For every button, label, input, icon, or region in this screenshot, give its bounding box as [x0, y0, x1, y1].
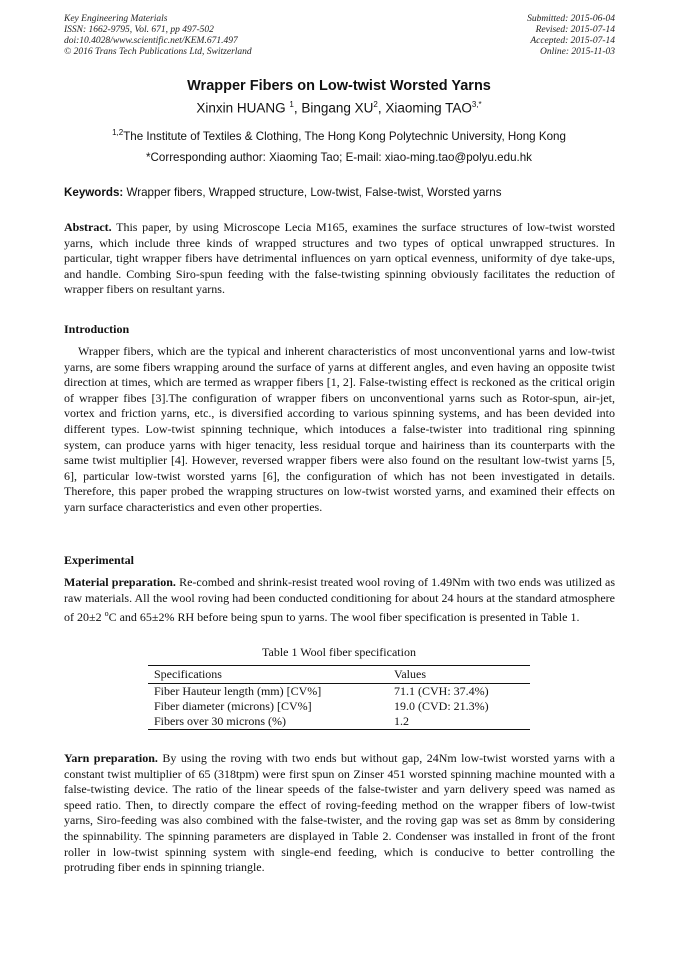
- accepted-date: Accepted: 2015-07-14: [530, 36, 615, 46]
- author-list: [0, 100, 678, 116]
- affiliation-text: The Institute of Textiles & Clothing, The Hong Kong Polytechnic University, Hong Kong: [123, 129, 566, 143]
- introduction-body: Wrapper fibers, which are the typical and inherent characteristics of most unconventional yarns and low-twist yarns, are some fibers wrapping around the surface of yarns at different angles, and even having an opposite twist direction at times, which are termed as wrapper fibers [1, 2]. False-twisting effect is reckoned as the critical origin of wrapper fibes [3].The configuration of wrapper fibers on unconventional yarns such as Rotor-spun, air-jet, vortex and friction yarns, etc., is diversified according to various spinning systems, and has been devided into different types. Low-twist spinning technique, which intoduces a false-twister into traditional ring spinning system, can produce yarns with higer tenacity, less residual torque and hairiness than its counterparts with the same twist multiplier [4]. However, reversed wrapper fibers were also found on the resultant low-twist yarns [5, 6], particular low-twist worsted yarns [6], the configuration of which has not been investigated in details. Therefore, this paper probed the wrapping structures on low-twist worsted yarns, and examined their effects on yarn surface characteristics and even other properties.: [64, 344, 615, 514]
- spec-cell: Fiber diameter (microns) [CV%]: [154, 699, 312, 713]
- abstract-text: This paper, by using Microscope Lecia M165, examines the surface structures of low-twist worsted yarns, which include three kinds of wrapped structures and two types of optical unwrapped structures. In particular, tight wrapper fibers have detrimental influences on yarn optical evenness, uniformity of dye take-ups, and handle. Combing Siro-spun feeding with the false-twisting spinning obviously facilitates the reduction of wrapper fibers on resultant yarns.: [64, 220, 615, 297]
- yarn-text: By using the roving with two ends but without gap, 24Nm low-twist worsted yarns with a constant twist multiplier of 65 (318tpm) were first spun on Zinser 451 worsted spinning machine mounted with a false-twisting device. The ratio of the linear speeds of the false-twister and yarn delivery speed was named as speed ratio. Then, to directly compare the effect of roving-feeding method on the wrapper fibers of low-twist yarns, Siro-feeding was also combined with the false-twister, and the roving gap was set as 8mm by considering the spinnability. The spinning parameters are displayed in Table 2. Condenser was installed in front of the front roller in low-twist spinning system with single-end feeding, which is conducive to better controlling the protruding fiber ends in spinning triangle.: [64, 751, 615, 875]
- introduction-heading: Introduction: [64, 322, 130, 336]
- abstract-label: Abstract.: [64, 220, 112, 234]
- affiliation-mark: 1,2: [112, 128, 124, 137]
- author-affil-mark: 3,*: [471, 100, 482, 109]
- issn-line: ISSN: 1662-9795, Vol. 671, pp 497-502: [64, 25, 214, 35]
- yarn-label: Yarn preparation.: [64, 751, 158, 765]
- corresponding-author: *Corresponding author: Xiaoming Tao; E-mail: xiao-ming.tao@polyu.edu.hk: [146, 151, 532, 164]
- column-header-values: Values: [388, 666, 530, 684]
- submission-dates: [527, 14, 615, 58]
- experimental-heading: Experimental: [64, 553, 134, 567]
- table-row: [148, 714, 530, 730]
- table-row: [148, 699, 530, 714]
- revised-date: Revised: 2015-07-14: [535, 25, 615, 35]
- journal-info: [64, 14, 252, 58]
- spec-cell: Fibers over 30 microns (%): [148, 714, 388, 730]
- table-row: [148, 684, 530, 700]
- yarn-preparation: [64, 751, 615, 876]
- doi-line: doi:10.4028/www.scientific.net/KEM.671.497: [64, 36, 238, 46]
- keywords-label: Keywords:: [64, 186, 124, 199]
- material-text-part2: C and 65±2% RH before being spun to yarns. The wool fiber specification is presented in Table 1.: [108, 610, 580, 625]
- keywords: [64, 186, 616, 199]
- abstract: [64, 220, 615, 298]
- value-cell: 19.0 (CVD: 21.3%): [394, 699, 489, 713]
- table1-wool-fiber-specification: [148, 665, 530, 730]
- journal-name: Key Engineering Materials: [64, 14, 168, 24]
- degree-mark: o: [104, 609, 109, 619]
- paper-title: Wrapper Fibers on Low-twist Worsted Yarns: [187, 78, 491, 94]
- keywords-text: Wrapper fibers, Wrapped structure, Low-twist, False-twist, Worsted yarns: [123, 186, 502, 199]
- column-header-specifications: Specifications: [148, 666, 388, 684]
- table-header-row: [148, 666, 530, 684]
- table1-caption: Table 1 Wool fiber specification: [262, 645, 416, 659]
- material-preparation: [64, 575, 615, 626]
- spec-cell: Fiber Hauteur length (mm) [CV%]: [154, 684, 322, 698]
- online-date: Online: 2015-11-03: [539, 47, 615, 57]
- author-affil-mark: 1: [289, 100, 294, 109]
- value-cell: 71.1 (CVH: 37.4%): [394, 684, 489, 698]
- value-cell: 1.2: [388, 714, 530, 730]
- affiliation: [0, 128, 678, 143]
- author-name: , Bingang XU: [293, 100, 374, 116]
- submitted-date: Submitted: 2015-06-04: [527, 14, 615, 24]
- author-name: Xinxin HUANG: [196, 100, 290, 116]
- material-text-part1: Re-combed and shrink-resist treated wool roving of 1.49Nm with two ends was utilized as raw materials. All the wool roving had been conducted conditioning for about 24 hours at the standard atmosphere of 20±2: [64, 575, 615, 625]
- copyright-line: © 2016 Trans Tech Publications Ltd, Switzerland: [64, 47, 252, 57]
- author-name: , Xiaoming TAO: [377, 100, 472, 116]
- material-label: Material preparation.: [64, 575, 176, 589]
- author-affil-mark: 2: [373, 100, 378, 109]
